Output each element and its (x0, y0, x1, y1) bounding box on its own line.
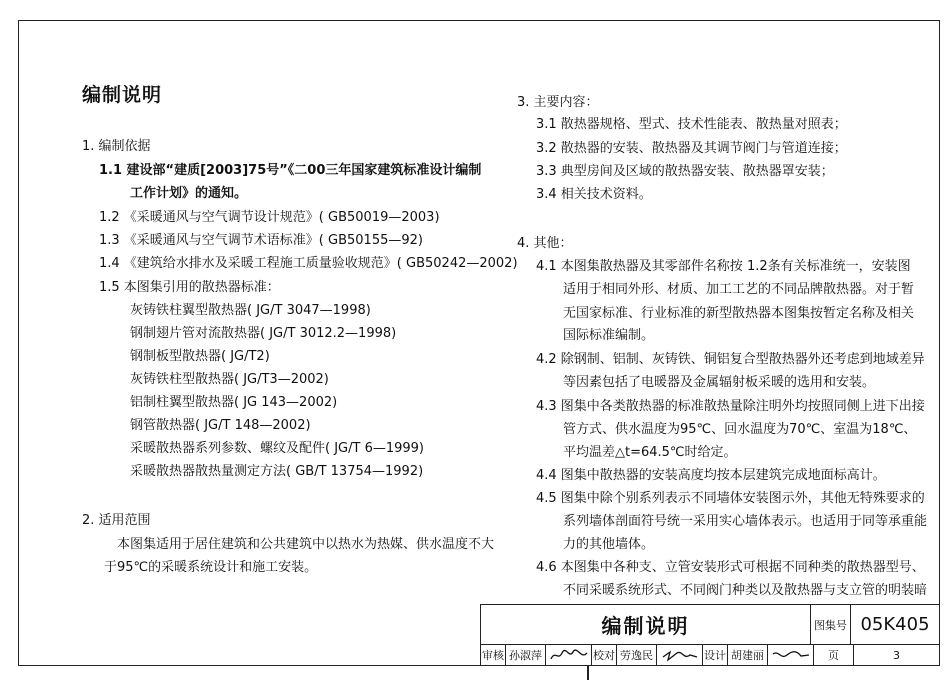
item-4-1-line2: 适用于相同外形、材质、加工工艺的不同品牌散热器。对于暂 (563, 282, 915, 297)
title-block (480, 604, 940, 666)
item-3-4: 3.4 相关技术资料。 (536, 187, 652, 202)
item-4-4: 4.4 图集中散热器的安装高度均按本层建筑完成地面标高计。 (536, 468, 886, 483)
page-value: 3 (893, 648, 900, 662)
item-4-2-line2: 等因素包括了电暖器及金属辐射板采暖的选用和安装。 (563, 375, 876, 390)
section-2-line2: 于95℃的采暖系统设计和施工安装。 (104, 560, 318, 575)
design-name: 胡建丽 (728, 645, 768, 665)
check-label: 校对 (592, 645, 617, 665)
review-label: 审核 (481, 645, 506, 665)
section-1-heading: 1. 编制依据 (82, 139, 151, 154)
atlas-number-label: 图集号 (811, 605, 851, 645)
page-title: 编制说明 (82, 84, 163, 106)
item-4-3-line1: 4.3 图集中各类散热器的标准散热量除注明外均按照同侧上进下出接 (536, 399, 925, 414)
section-4-heading: 4. 其他： (517, 236, 573, 251)
tick-mark (587, 666, 589, 680)
standard-item: 铝制柱翼型散热器( JG 143—2002) (130, 395, 338, 410)
section-2-heading: 2. 适用范围 (82, 513, 151, 528)
item-1-1-line1: 1.1 建设部“建质[2003]75号”《二00三年国家建筑标准设计编制 (99, 163, 482, 178)
item-4-5-line2: 系列墙体剖面符号统一采用实心墙体表示。也适用于同等承重能 (563, 514, 928, 529)
review-signature (546, 645, 592, 665)
item-1-4: 1.4 《建筑给水排水及采暖工程施工质量验收规范》( GB50242—2002) (99, 256, 518, 271)
signature-row (481, 645, 939, 665)
item-4-5-line1: 4.5 图集中除个别系列表示不同墙体安装图示外，其他无特殊要求的 (536, 491, 925, 506)
signature-scribble (549, 648, 589, 662)
item-4-1-line4: 国际标准编制。 (563, 328, 655, 343)
review-name: 孙淑萍 (506, 645, 546, 665)
item-4-5-line3: 力的其他墙体。 (563, 537, 655, 552)
section-3-heading: 3. 主要内容： (517, 95, 599, 110)
design-label: 设计 (703, 645, 728, 665)
atlas-number-value: 05K405 (851, 605, 939, 645)
item-4-6-line2: 不同采暖系统形式、不同阀门种类以及散热器与支立管的明装暗 (563, 583, 928, 598)
standard-item: 灰铸铁柱型散热器( JG/T3—2002) (130, 372, 329, 387)
item-4-3-line2: 管方式、供水温度为95℃、回水温度为70℃、室温为18℃、 (563, 422, 917, 437)
standard-item: 钢管散热器( JG/T 148—2002) (130, 418, 311, 433)
item-4-1-line1: 4.1 本图集散热器及其零部件名称按 1.2条有关标准统一，安装图 (536, 259, 911, 274)
item-4-6-line1: 4.6 本图集中各种支、立管安装形式可根据不同种类的散热器型号、 (536, 560, 925, 575)
item-3-1: 3.1 散热器规格、型式、技术性能表、散热量对照表； (536, 117, 847, 132)
signature-scribble (771, 648, 811, 662)
section-2-line1: 本图集适用于居住建筑和公共建筑中以热水为热媒、供水温度不大 (117, 537, 495, 552)
item-4-3-line3: 平均温差△t=64.5℃时给定。 (563, 445, 737, 460)
page-label: 页 (814, 645, 854, 665)
item-1-2: 1.2 《采暖通风与空气调节设计规范》( GB50019—2003) (99, 210, 440, 225)
title-block-title: 编制说明 (481, 605, 811, 645)
design-signature (768, 645, 814, 665)
item-3-3: 3.3 典型房间及区域的散热器安装、散热器罩安装； (536, 164, 834, 179)
standard-item: 钢制翅片管对流散热器( JG/T 3012.2—1998) (130, 326, 397, 341)
item-4-2-line1: 4.2 除钢制、铝制、灰铸铁、铜铝复合型散热器外还考虑到地域差异 (536, 352, 925, 367)
item-1-3: 1.3 《采暖通风与空气调节术语标准》( GB50155—92) (99, 233, 423, 248)
item-4-1-line3: 无国家标准、行业标准的新型散热器本图集按暂定名称及相关 (563, 306, 915, 321)
check-name: 劳逸民 (617, 645, 657, 665)
standard-item: 钢制板型散热器( JG/T2) (130, 349, 270, 364)
check-signature (657, 645, 703, 665)
standard-item: 采暖散热器系列参数、螺纹及配件( JG/T 6—1999) (130, 441, 424, 456)
item-1-1-line2: 工作计划》的通知。 (130, 186, 248, 201)
item-3-2: 3.2 散热器的安装、散热器及其调节阀门与管道连接； (536, 141, 847, 156)
item-1-5: 1.5 本图集引用的散热器标准： (99, 280, 280, 295)
standard-item: 采暖散热器散热量测定方法( GB/T 13754—1992) (130, 464, 424, 479)
signature-scribble (660, 648, 700, 662)
standard-item: 灰铸铁柱翼型散热器( JG/T 3047—1998) (130, 303, 371, 318)
